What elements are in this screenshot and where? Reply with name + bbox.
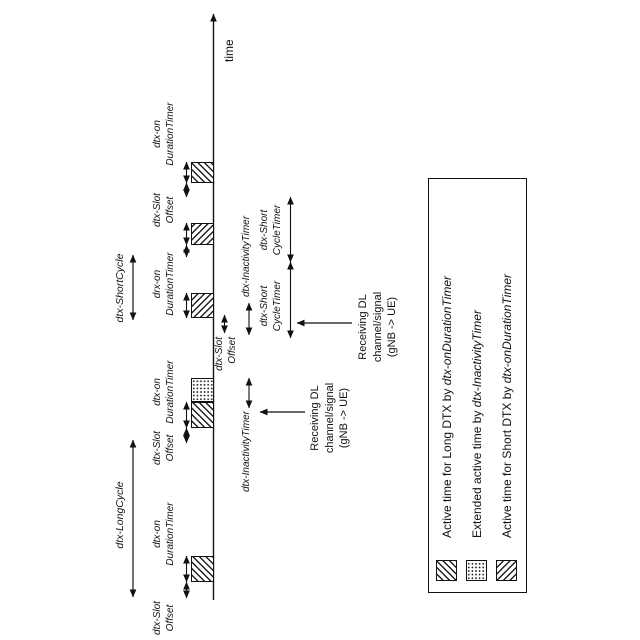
short-cycle-timer-label-2: dtx-Short CycleTimer bbox=[259, 204, 283, 256]
long-dtx-on-duration-box-2 bbox=[191, 402, 214, 428]
long-cycle-label: dtx-LongCycle bbox=[114, 481, 126, 549]
slot-offset-label-2: dtx-Slot Offset bbox=[152, 431, 176, 465]
extended-active-time-box bbox=[191, 378, 214, 402]
short-cycle-timer-label-1: dtx-Short CycleTimer bbox=[259, 280, 283, 332]
on-duration-label-2: dtx-on DurationTimer bbox=[152, 360, 176, 424]
time-axis-label: time bbox=[222, 39, 236, 62]
legend-box bbox=[428, 178, 527, 593]
dl-reception-callout-2: Receiving DL channel/signal (gNB -> UE) bbox=[357, 291, 398, 363]
long-dtx-on-duration-box-1 bbox=[191, 556, 214, 582]
long-dtx-pattern-swatch bbox=[436, 560, 457, 581]
legend-item-extended-active bbox=[466, 310, 487, 581]
short-on-duration-label: drx-on DurationTimer bbox=[152, 252, 176, 316]
inactivity-timer-label-1: dtx-InactivityTimer bbox=[241, 411, 252, 493]
below-slot-offset-label: dtx-Slot Offset bbox=[214, 337, 238, 371]
short-dtx-on-duration-box-1 bbox=[191, 293, 214, 318]
legend-item-label: Extended active time by dtx-InactivityTimer bbox=[469, 310, 484, 538]
legend-item-label: Active time for Short DTX by dtx-onDurationTimer bbox=[499, 274, 514, 538]
legend-item-label: Active time for Long DTX by dtx-onDurationTimer bbox=[439, 276, 454, 538]
extended-active-pattern-swatch bbox=[466, 560, 487, 581]
dl-reception-callout-1: Receiving DL channel/signal (gNB -> UE) bbox=[309, 382, 350, 454]
short-dtx-on-duration-box-2 bbox=[191, 223, 214, 245]
inactivity-timer-label-2: dtx-InactivityTimer bbox=[241, 215, 252, 297]
slot-offset-label-3: dtx-Slot Offset bbox=[152, 193, 176, 227]
short-cycle-label: dtx-ShortCycle bbox=[114, 253, 126, 323]
on-duration-label-3: dtx-on DurationTimer bbox=[152, 102, 176, 166]
slot-offset-label-1: dtx-Slot Offset bbox=[152, 601, 176, 635]
long-dtx-on-duration-box-3 bbox=[191, 162, 214, 183]
legend-item-long-dtx bbox=[436, 276, 457, 581]
on-duration-label-1: dtx-on DurationTimer bbox=[152, 502, 176, 566]
legend-item-short-dtx bbox=[496, 274, 517, 581]
short-dtx-pattern-swatch bbox=[496, 560, 517, 581]
